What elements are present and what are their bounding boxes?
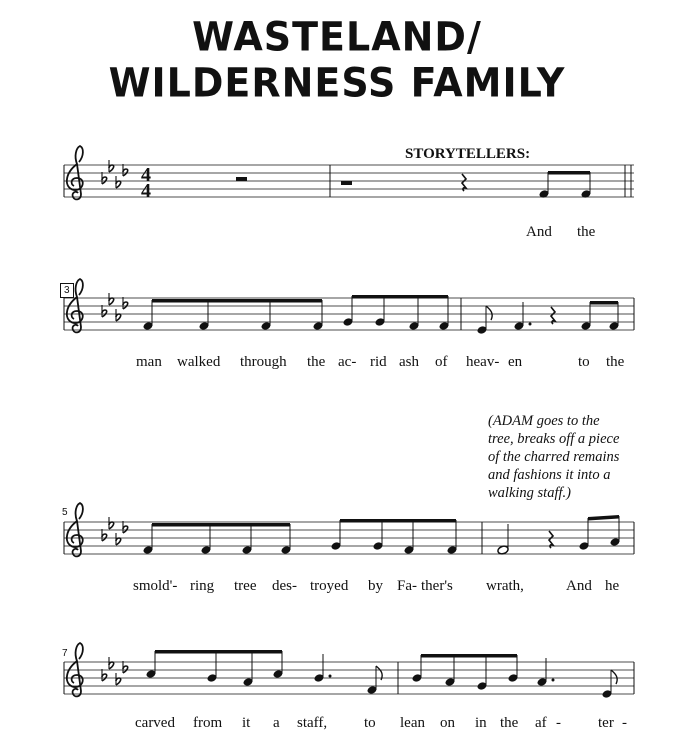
lyric-syllable: rid — [370, 354, 387, 370]
stage-direction-line: walking staff.) — [488, 485, 571, 501]
lyric-syllable: troyed — [310, 578, 349, 594]
lyric-syllable: the — [307, 354, 326, 370]
lyric-syllable: carved — [135, 715, 175, 731]
lyric-syllable: And — [526, 224, 552, 240]
lyric-syllable: smold'- — [133, 578, 178, 594]
lyric-syllable: - — [622, 715, 627, 731]
system-3-notation — [133, 515, 634, 594]
lyric-syllable: of — [435, 354, 448, 370]
key-signature-flats-icon — [102, 657, 128, 685]
lyric-syllable: walked — [177, 354, 221, 370]
lyric-syllable: ring — [190, 578, 215, 594]
lyric-syllable: And — [566, 578, 592, 594]
lyric-syllable: the — [500, 715, 519, 731]
key-signature-flats-icon — [102, 160, 128, 188]
lyric-syllable: tree — [234, 578, 257, 594]
lyric-syllable: a — [273, 715, 280, 731]
time-signature-denominator: 4 — [141, 180, 151, 202]
lyric-syllable: from — [193, 715, 223, 731]
quarter-rest — [551, 307, 555, 324]
key-signature-flats-icon — [102, 293, 128, 321]
whole-rest — [236, 177, 247, 181]
time-signature-numerator: 4 — [141, 164, 151, 186]
lyric-syllable: by — [368, 578, 383, 594]
lyric-syllable: - — [556, 715, 561, 731]
lyric-syllable: staff, — [297, 715, 328, 731]
quarter-rest — [549, 531, 553, 548]
lyric-syllable: Fa- — [397, 578, 417, 594]
lyric-syllable: it — [242, 715, 251, 731]
lyric-syllable: wrath, — [486, 578, 524, 594]
lyric-syllable: on — [440, 715, 455, 731]
song-title-line-2: WILDERNESS FAMILY — [108, 59, 566, 107]
lyric-syllable: lean — [400, 715, 425, 731]
lyric-syllable: the — [606, 354, 625, 370]
measure-number: 7 — [62, 648, 68, 659]
lyric-syllable: the — [577, 224, 596, 240]
cue-label: STORYTELLERS: — [405, 146, 531, 162]
lyric-syllable: ther's — [421, 578, 453, 594]
lyric-syllable: he — [605, 578, 620, 594]
lyric-syllable: des- — [272, 578, 297, 594]
key-signature-flats-icon — [102, 517, 128, 545]
measure-number: 5 — [62, 507, 68, 518]
stage-direction-line: of the charred remains — [488, 449, 620, 465]
system-1-notation — [236, 165, 631, 240]
song-title-line-1: WASTELAND/ — [192, 13, 482, 61]
lyric-syllable: af — [535, 715, 547, 731]
lyric-syllable: in — [475, 715, 487, 731]
quarter-rest — [462, 174, 466, 191]
measure-number: 3 — [60, 283, 74, 298]
stage-direction-line: and fashions it into a — [488, 467, 611, 483]
lyric-syllable: to — [364, 715, 376, 731]
lyric-syllable: man — [136, 354, 162, 370]
stage-direction-line: tree, breaks off a piece — [488, 431, 620, 447]
staff-4 — [64, 662, 634, 694]
half-rest — [341, 181, 352, 185]
lyric-syllable: heav- — [466, 354, 500, 370]
stage-direction-line: (ADAM goes to the — [488, 413, 600, 429]
lyric-syllable: ter — [598, 715, 614, 731]
lyric-syllable: to — [578, 354, 590, 370]
lyric-syllable: ac- — [338, 354, 357, 370]
lyric-syllable: through — [240, 354, 287, 370]
lyric-syllable: ash — [399, 354, 419, 370]
lyric-syllable: en — [508, 354, 523, 370]
